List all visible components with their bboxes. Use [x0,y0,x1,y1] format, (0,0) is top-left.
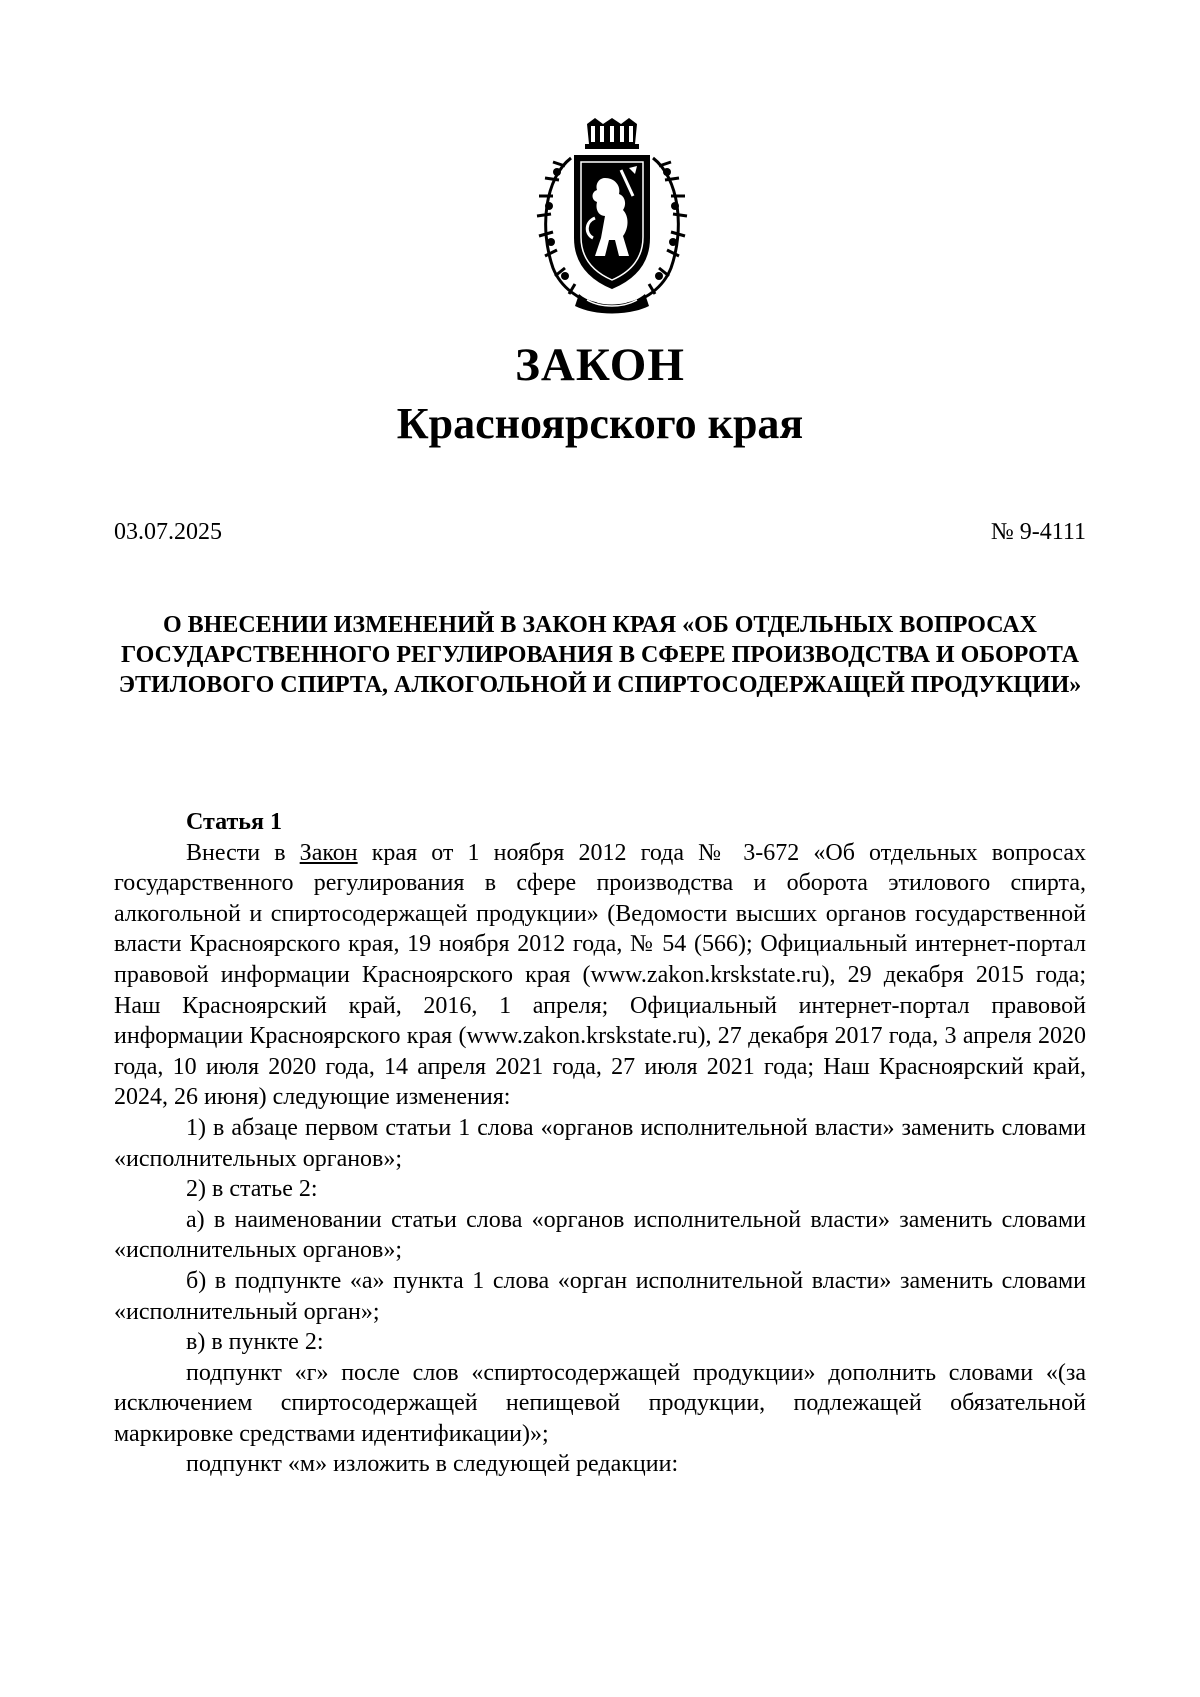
law-region-title: Красноярского края [396,399,804,448]
paragraph-item: б) в подпункте «а» пункта 1 слова «орган исполнительной власти» заменить словами «исполнительный орган»; [114,1267,1086,1325]
paragraph-item: а) в наименовании статьи слова «органов исполнительной власти» заменить словами «исполнительных органов»; [114,1206,1086,1264]
paragraph-item: подпункт «г» после слов «спиртосодержащей продукции» дополнить словами «(за исключением спиртосодержащей непищевой продукции, подлежащей обязательной маркировке средствами идентификации)»; [114,1359,1086,1447]
paragraph-item: в) в пункте 2: [186,1329,324,1356]
krasnoyarsk-coat-of-arms-emblem [535,118,689,314]
document-heading: О ВНЕСЕНИИ ИЗМЕНЕНИЙ В ЗАКОН КРАЯ «ОБ ОТДЕЛЬНЫХ ВОПРОСАХ ГОСУДАРСТВЕННОГО РЕГУЛИРОВАНИЯ В СФЕРЕ ПРОИЗВОДСТВА И ОБОРОТА ЭТИЛОВОГО СПИРТА, АЛКОГОЛЬНОЙ И СПИРТОСОДЕРЖАЩЕЙ ПРОДУКЦИИ» [118,612,1082,698]
intro-text-after: края от 1 ноября 2012 года № 3-672 «Об отдельных вопросах государственного регулирования в сфере производства и оборота этилового спирта, алкогольной и спиртосодержащей продукции» (Ведомости высших органов государственной власти Красноярского края, 19 ноября 2012 года, № 54 (566); Официальный интернет-портал правовой информации Красноярского края (www.zakon.krskstate.ru), 29 декабря 2015 года; Наш Красноярский край, 2016, 1 апреля; Официальный интернет-портал правовой информации Красноярского края (www.zakon.krskstate.ru), 27 декабря 2017 года, 3 апреля 2020 года, 10 июля 2020 года, 14 апреля 2021 года, 27 июля 2021 года; Наш Красноярский край, 2024, 26 июня) следующие изменения: [114,839,1086,1111]
law-reference-link[interactable]: Закон [299,839,358,866]
paragraph-item: 1) в абзаце первом статьи 1 слова «органов исполнительной власти» заменить словами «исполнительных органов»; [114,1114,1086,1172]
law-number: № 9-4111 [990,519,1086,545]
law-title: ЗАКОН [515,339,685,391]
paragraph-item: подпункт «м» изложить в следующей редакции: [186,1451,679,1478]
article-intro [114,838,1086,1113]
article-body [114,807,1086,1480]
paragraph-item: 2) в статье 2: [186,1176,318,1203]
intro-text-before: Внести в [186,839,300,866]
article-title: Статья 1 [186,809,282,835]
law-date: 03.07.2025 [114,519,222,545]
